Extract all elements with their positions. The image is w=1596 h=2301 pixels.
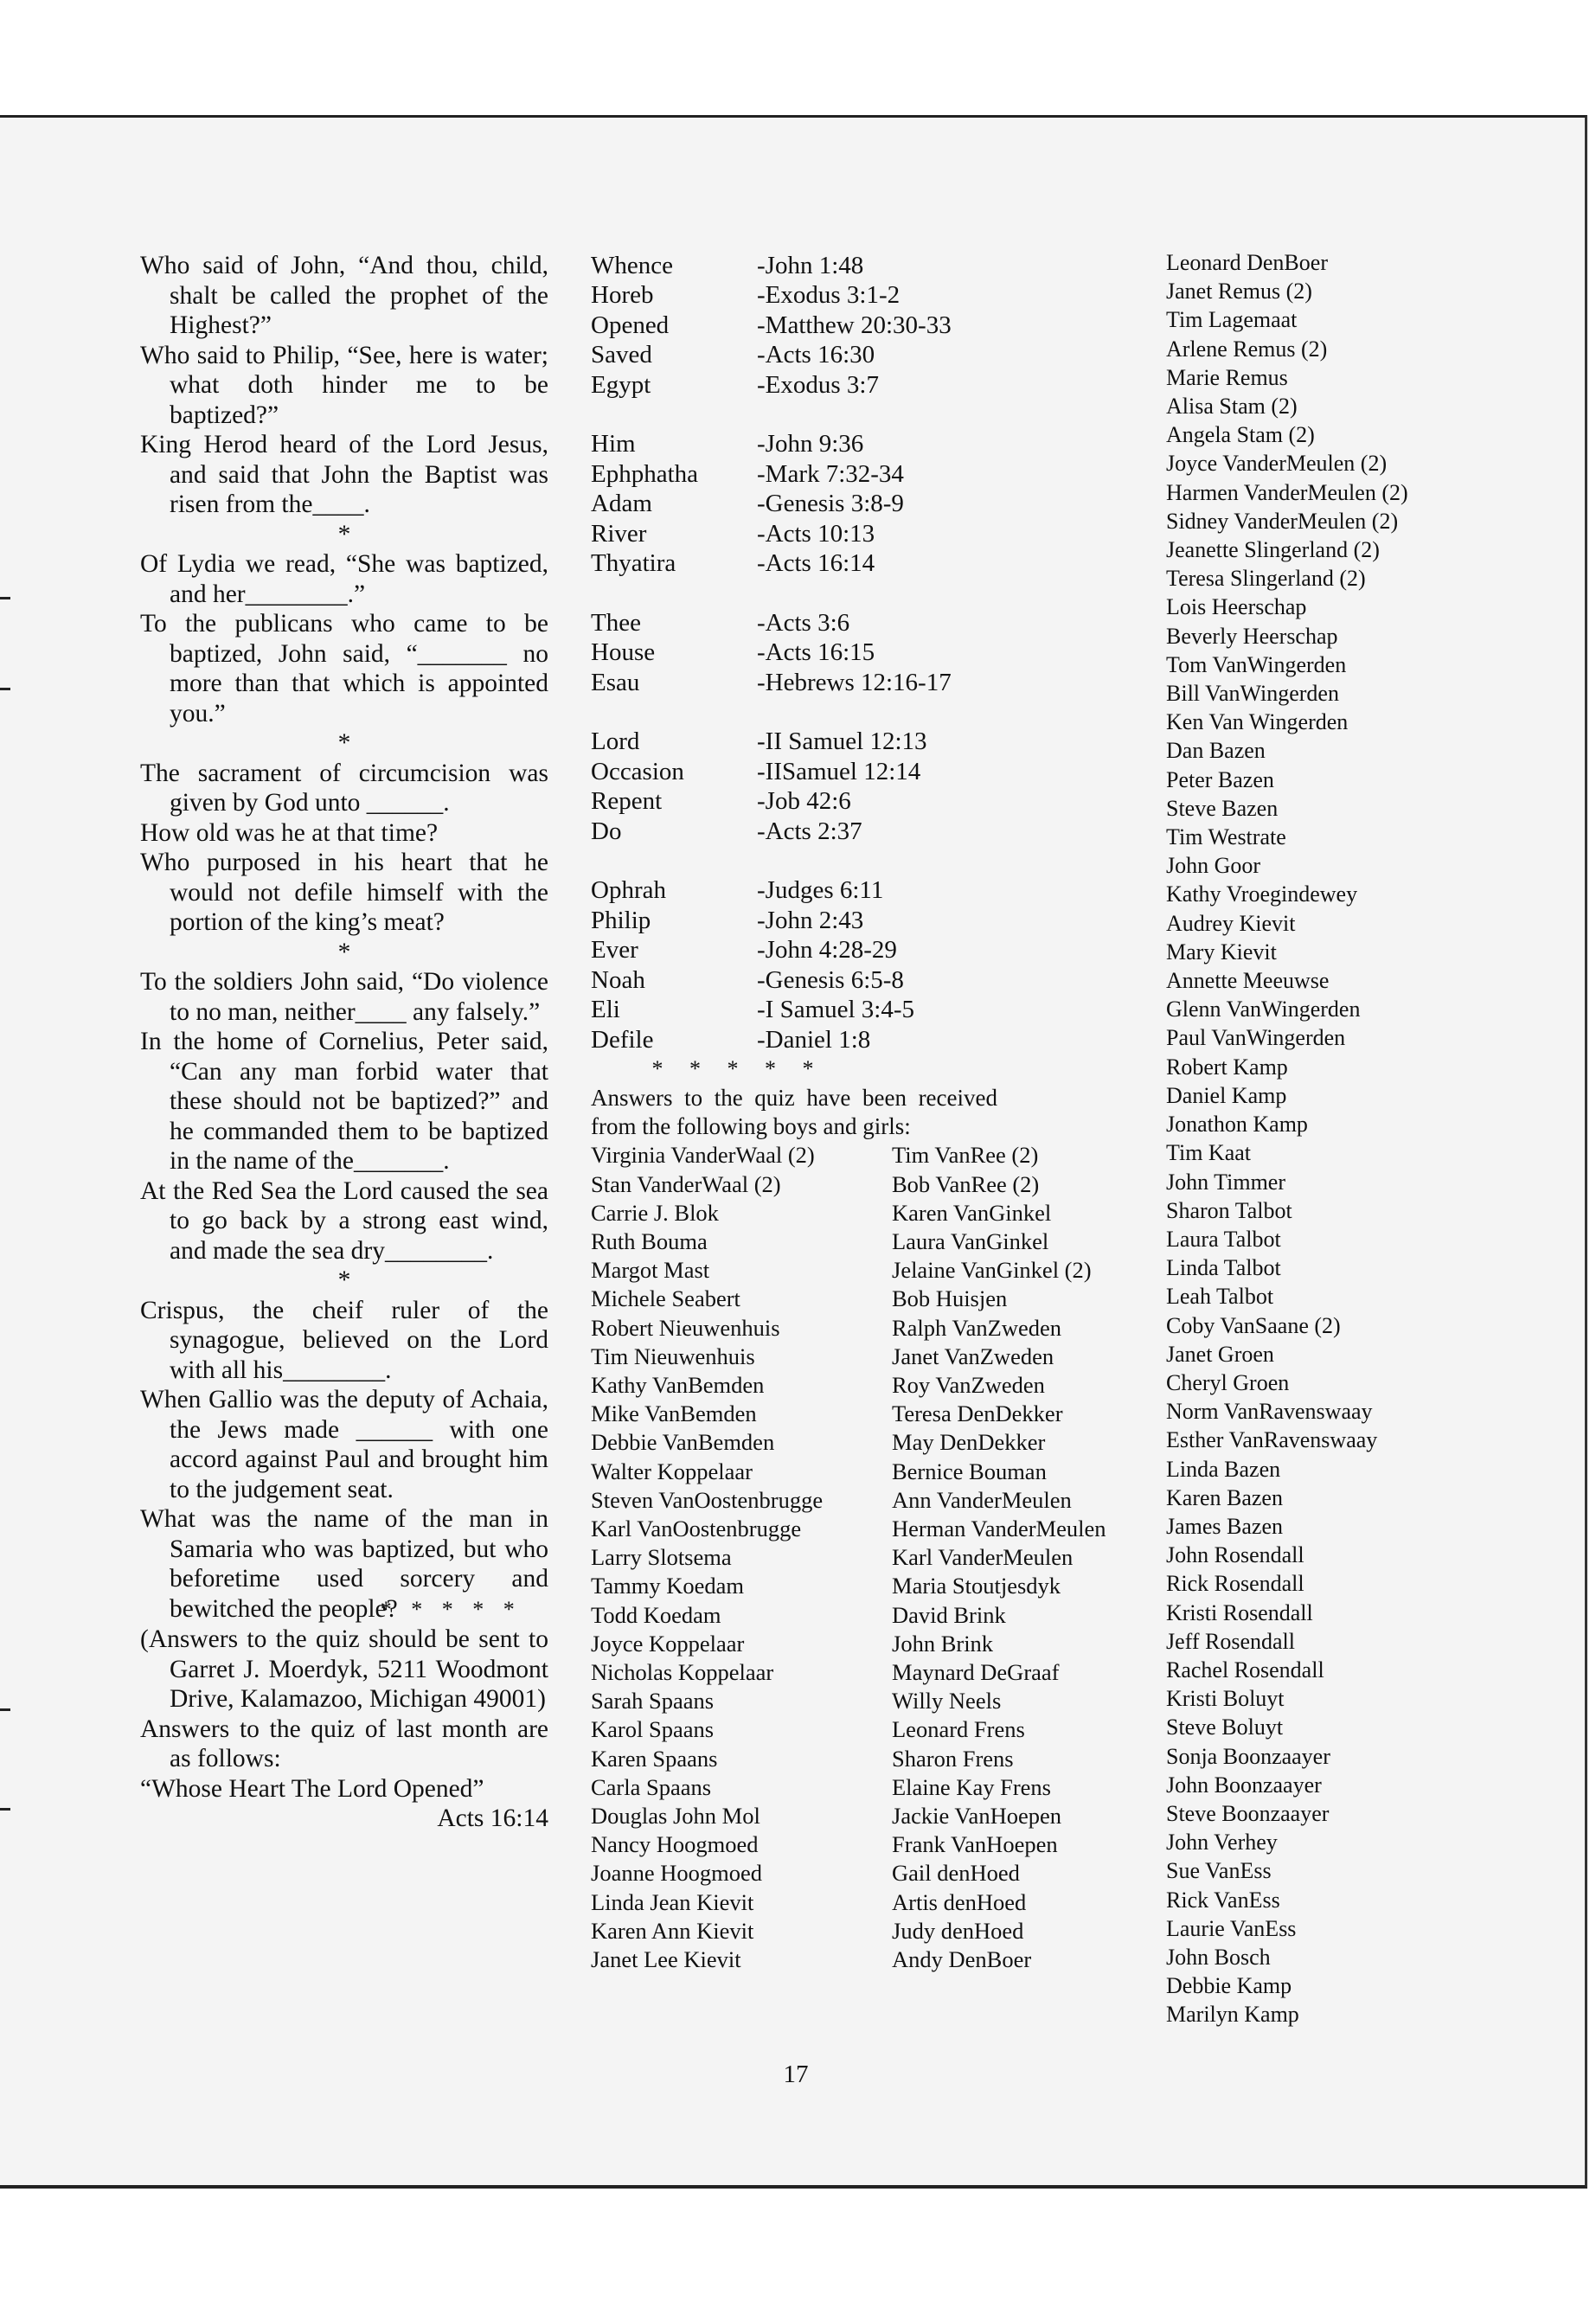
name-entry: Lois Heerschap <box>1166 594 1307 620</box>
answer-reference: -II Samuel 12:13 <box>757 727 927 756</box>
name-entry: May DenDekker <box>892 1429 1046 1456</box>
name-entry: Tammy Koedam <box>591 1573 744 1599</box>
answer-row <box>591 757 1153 786</box>
name-entry: Linda Jean Kievit <box>591 1888 754 1915</box>
answer-word: River <box>591 519 647 548</box>
answer-word: Repent <box>591 787 663 816</box>
name-entry: Janet Lee Kievit <box>591 1946 741 1972</box>
name-entry: Marie Remus <box>1166 364 1288 390</box>
quiz-question <box>140 1504 548 1625</box>
name-entry: Beverly Heerschap <box>1166 623 1338 649</box>
edge-mark <box>0 1708 10 1711</box>
name-entry: Bernice Bouman <box>892 1458 1047 1484</box>
answer-reference: -Job 42:6 <box>757 787 851 816</box>
name-entry: Judy denHoed <box>892 1917 1024 1944</box>
question-text: In the home of Cornelius, Peter said, “Can any man forbid water that these should not be baptized?” and he commanded them to be baptized in the name of the_______. <box>140 1028 548 1175</box>
answer-row <box>591 906 1153 935</box>
answer-row <box>591 311 1153 340</box>
name-entry: Tim Westrate <box>1166 824 1286 850</box>
name-entry: John Rosendall <box>1166 1542 1304 1568</box>
answer-reference: -Acts 16:14 <box>757 549 875 578</box>
name-entry: Margot Mast <box>591 1257 710 1284</box>
answer-word: Ophrah <box>591 876 666 905</box>
answer-row <box>591 995 1153 1024</box>
name-entry: Karen Spaans <box>591 1745 718 1772</box>
quiz-question <box>140 549 548 609</box>
answer-reference: -Genesis 6:5-8 <box>757 965 904 994</box>
name-entry: Carrie J. Blok <box>591 1199 719 1226</box>
name-entry: Joanne Hoogmoed <box>591 1860 762 1887</box>
name-entry: Ken Van Wingerden <box>1166 709 1349 735</box>
quiz-question <box>140 609 548 728</box>
name-entry: Janet Remus (2) <box>1166 279 1312 304</box>
question-text: At the Red Sea the Lord caused the sea to go back by a strong east wind, and made the sea dry________. <box>140 1176 548 1265</box>
name-entry: Joyce Koppelaar <box>591 1630 745 1657</box>
answer-row <box>591 459 1153 489</box>
name-entry: Tim VanRee (2) <box>892 1142 1039 1169</box>
answer-word: Him <box>591 430 636 458</box>
answer-word: Thee <box>591 608 641 637</box>
edge-mark <box>0 688 10 690</box>
quiz-question <box>140 1385 548 1504</box>
name-entry: Maynard DeGraaf <box>892 1658 1060 1685</box>
name-entry: Coby VanSaane (2) <box>1166 1312 1341 1338</box>
name-entry: Karen Bazen <box>1166 1484 1283 1510</box>
quiz-question <box>140 818 548 849</box>
name-entry: Peter Bazen <box>1166 766 1274 792</box>
name-entry: Audrey Kievit <box>1166 910 1296 936</box>
name-entry: Norm VanRavenswaay <box>1166 1399 1373 1425</box>
name-entry: Kathy VanBemden <box>591 1371 765 1398</box>
name-entry: Annette Meeuwse <box>1166 968 1330 994</box>
question-text: King Herod heard of the Lord Jesus, and said that John the Baptist was risen from the____. <box>140 431 548 518</box>
name-entry: Teresa Slingerland (2) <box>1166 566 1366 592</box>
last-month-answers <box>591 251 1153 1054</box>
name-entry: Sonja Boonzaayer <box>1166 1743 1330 1769</box>
question-text: To the publicans who came to be baptized, John said, “_______ no more than that which is appointed you.” <box>140 610 548 727</box>
answer-row <box>591 340 1153 369</box>
name-entry: Herman VanderMeulen <box>892 1515 1106 1541</box>
quiz-question <box>140 430 548 520</box>
name-entry: Steve Bazen <box>1166 795 1279 821</box>
group-gap <box>591 400 1153 429</box>
answer-reference: -Acts 10:13 <box>757 519 875 548</box>
answer-reference: -I Samuel 3:4-5 <box>757 996 915 1024</box>
name-entry: David Brink <box>892 1601 1006 1628</box>
answer-row <box>591 608 1153 638</box>
name-entry: Esther VanRavenswaay <box>1166 1427 1378 1453</box>
name-entry: Tim Nieuwenhuis <box>591 1343 755 1369</box>
answer-row <box>591 251 1153 280</box>
stars-divider: * * * * * <box>651 1055 824 1081</box>
answer-reference: -Daniel 1:8 <box>757 1025 871 1054</box>
answer-word: Ever <box>591 936 638 965</box>
name-entry: Sarah Spaans <box>591 1688 715 1715</box>
name-entry: Rick Rosendall <box>1166 1571 1304 1597</box>
answer-reference: -Exodus 3:7 <box>757 370 879 399</box>
name-entry: Steve Boluyt <box>1166 1715 1284 1740</box>
question-text: The sacrament of circumcision was given by God unto ______. <box>140 759 548 817</box>
answer-word: Ephphatha <box>591 459 699 488</box>
name-entry: John Timmer <box>1166 1169 1285 1195</box>
name-entry: Robert Nieuwenhuis <box>591 1314 780 1341</box>
name-entry: Karen Ann Kievit <box>591 1917 754 1944</box>
answer-reference: -John 1:48 <box>757 252 864 279</box>
answer-word: Saved <box>591 341 652 369</box>
quiz-question <box>140 1176 548 1266</box>
answer-word: Thyatira <box>591 549 676 578</box>
answer-reference: -Mark 7:32-34 <box>757 459 904 488</box>
name-entry: Angela Stam (2) <box>1166 422 1315 448</box>
quiz-question <box>140 1296 548 1386</box>
name-entry: Steve Boonzaayer <box>1166 1800 1330 1826</box>
quiz-question <box>140 759 548 818</box>
name-entry: Karen VanGinkel <box>892 1199 1052 1226</box>
name-entry: Ralph VanZweden <box>892 1314 1062 1341</box>
question-text: Who said to Philip, “See, here is water; what doth hinder me to be baptized?” <box>140 341 548 429</box>
name-entry: Mike VanBemden <box>591 1400 757 1427</box>
answer-row <box>591 727 1153 756</box>
answer-row <box>591 489 1153 518</box>
answer-word: Egypt <box>591 370 651 399</box>
edge-mark <box>0 597 10 599</box>
answer-word: Noah <box>591 965 645 994</box>
question-text: Who said of John, “And thou, child, shalt be called the prophet of the Highest?” <box>140 252 548 339</box>
name-entry: Artis denHoed <box>892 1888 1027 1915</box>
name-entry: Alisa Stam (2) <box>1166 394 1298 420</box>
group-gap <box>591 697 1153 727</box>
name-entry: John Brink <box>892 1630 994 1657</box>
answer-word: Philip <box>591 906 651 934</box>
last-month-label: Answers to the quiz of last month are as follows: <box>140 1715 548 1772</box>
answer-row <box>591 429 1153 458</box>
names-list-c <box>1166 248 1564 2029</box>
name-entry: Sue VanEss <box>1166 1858 1272 1884</box>
answer-reference: -Acts 2:37 <box>757 817 862 845</box>
answer-word: Adam <box>591 490 652 518</box>
answer-reference: -Acts 3:6 <box>757 608 850 637</box>
last-month-title: “Whose Heart The Lord Opened” <box>140 1774 484 1803</box>
name-entry: Joyce VanderMeulen (2) <box>1166 451 1388 477</box>
name-entry: Jelaine VanGinkel (2) <box>892 1257 1092 1284</box>
answer-row <box>591 875 1153 905</box>
name-entry: Jeff Rosendall <box>1166 1628 1295 1654</box>
answer-word: Lord <box>591 727 640 756</box>
quiz-question <box>140 848 548 938</box>
name-entry: Arlene Remus (2) <box>1166 336 1328 362</box>
questions-list <box>140 251 548 1625</box>
quiz-questions-column <box>140 251 548 1834</box>
name-entry: Rachel Rosendall <box>1166 1657 1324 1682</box>
name-entry: Laura VanGinkel <box>892 1227 1049 1254</box>
name-entry: Laurie VanEss <box>1166 1915 1297 1941</box>
answer-reference: -Acts 16:15 <box>757 638 875 667</box>
answer-word: Occasion <box>591 757 684 785</box>
name-entry: Leah Talbot <box>1166 1284 1274 1310</box>
name-entry: Kathy Vroegindewey <box>1166 881 1358 907</box>
name-entry: Steven VanOostenbrugge <box>591 1486 824 1513</box>
name-entry: Karol Spaans <box>591 1716 715 1743</box>
name-entry: John Goor <box>1166 853 1261 879</box>
names-grid <box>591 1141 1153 1974</box>
name-entry: Douglas John Mol <box>591 1802 760 1829</box>
name-entry: Jonathon Kamp <box>1166 1112 1308 1138</box>
name-entry: Sharon Frens <box>892 1745 1014 1772</box>
quiz-question <box>140 251 548 341</box>
name-entry: Glenn VanWingerden <box>1166 997 1361 1022</box>
name-entry: Bob VanRee (2) <box>892 1170 1040 1197</box>
answers-column <box>591 251 1153 1974</box>
group-gap <box>591 578 1153 607</box>
name-entry: Bill VanWingerden <box>1166 681 1339 707</box>
name-entry: Mary Kievit <box>1166 939 1277 965</box>
answer-row <box>591 965 1153 995</box>
star-divider: * <box>337 520 351 548</box>
name-entry: Sidney VanderMeulen (2) <box>1166 508 1399 534</box>
answer-word: Defile <box>591 1025 654 1054</box>
answer-reference: -John 9:36 <box>757 430 864 458</box>
name-entry: Marilyn Kamp <box>1166 2002 1299 2028</box>
name-entry: Ruth Bouma <box>591 1227 708 1254</box>
received-intro: Answers to the quiz have been received from the following boys and girls: <box>591 1085 997 1140</box>
name-entry: Nicholas Koppelaar <box>591 1658 774 1685</box>
answers-note: (Answers to the quiz should be sent to Garret J. Moerdyk, 5211 Woodmont Drive, Kalamazoo, Michigan 49001) <box>140 1625 548 1713</box>
answer-reference: -Acts 16:30 <box>757 341 875 369</box>
quiz-question <box>140 967 548 1027</box>
name-entry: Virginia VanderWaal (2) <box>591 1142 815 1169</box>
name-entry: Stan VanderWaal (2) <box>591 1170 781 1197</box>
name-entry: Daniel Kamp <box>1166 1082 1287 1108</box>
answer-word: Horeb <box>591 281 654 310</box>
question-text: When Gallio was the deputy of Achaia, the Jews made ______ with one accord against Paul and brought him to the judgement seat. <box>140 1386 548 1503</box>
answer-word: Do <box>591 817 622 845</box>
name-entry: Andy DenBoer <box>892 1946 1032 1972</box>
name-entry: Karl VanderMeulen <box>892 1544 1074 1571</box>
star-divider: * <box>337 938 351 966</box>
name-entry: John Boonzaayer <box>1166 1772 1322 1798</box>
name-entry: James Bazen <box>1166 1513 1284 1539</box>
name-entry: Harmen VanderMeulen (2) <box>1166 479 1408 505</box>
star-divider: * <box>337 1266 351 1294</box>
last-month-reference: Acts 16:14 <box>437 1804 548 1832</box>
answer-row <box>591 817 1153 846</box>
quiz-question <box>140 341 548 431</box>
name-entry: Ann VanderMeulen <box>892 1486 1072 1513</box>
name-entry: Linda Talbot <box>1166 1255 1281 1281</box>
answer-row <box>591 668 1153 697</box>
question-text: What was the name of the man in Samaria who was baptized, but who beforetime used sorcery and bewitched the people? <box>140 1505 548 1623</box>
answer-row <box>591 370 1153 400</box>
answer-word: Opened <box>591 311 670 339</box>
name-entry: Kristi Rosendall <box>1166 1599 1313 1625</box>
answer-word: Esau <box>591 668 640 696</box>
answer-reference: -Exodus 3:1-2 <box>757 281 901 310</box>
group-gap <box>591 846 1153 875</box>
name-entry: Teresa DenDekker <box>892 1400 1063 1427</box>
question-text: Who purposed in his heart that he would not defile himself with the portion of the king’s meat? <box>140 849 548 936</box>
name-entry: Debbie VanBemden <box>591 1429 775 1456</box>
answer-word: House <box>591 638 656 667</box>
name-entry: Gail denHoed <box>892 1860 1020 1887</box>
name-entry: Frank VanHoepen <box>892 1831 1058 1858</box>
answer-row <box>591 548 1153 578</box>
edge-mark <box>0 1808 10 1811</box>
answer-row <box>591 935 1153 965</box>
name-entry: Tim Kaat <box>1166 1140 1251 1166</box>
name-entry: Willy Neels <box>892 1688 1002 1715</box>
name-entry: Karl VanOostenbrugge <box>591 1515 802 1541</box>
answer-row <box>591 519 1153 548</box>
name-entry: Jeanette Slingerland (2) <box>1166 537 1380 563</box>
name-entry: Paul VanWingerden <box>1166 1025 1346 1051</box>
name-entry: Todd Koedam <box>591 1601 721 1628</box>
name-entry: John Bosch <box>1166 1944 1271 1970</box>
answer-row <box>591 638 1153 667</box>
name-entry: Walter Koppelaar <box>591 1458 753 1484</box>
answer-word: Eli <box>591 996 620 1024</box>
name-entry: Larry Slotsema <box>591 1544 732 1571</box>
answer-row <box>591 786 1153 816</box>
name-entry: Sharon Talbot <box>1166 1197 1292 1223</box>
name-entry: Jackie VanHoepen <box>892 1802 1061 1829</box>
answer-word: Whence <box>591 252 673 279</box>
name-entry: Carla Spaans <box>591 1773 712 1800</box>
answer-reference: -John 4:28-29 <box>757 936 897 965</box>
answer-row <box>591 1025 1153 1054</box>
question-text: How old was he at that time? <box>140 818 439 847</box>
name-entry: Tom VanWingerden <box>1166 651 1347 677</box>
name-entry: Rick VanEss <box>1166 1887 1280 1913</box>
name-entry: Janet Groen <box>1166 1341 1274 1367</box>
quiz-question <box>140 1027 548 1176</box>
name-entry: Maria Stoutjesdyk <box>892 1573 1061 1599</box>
answer-reference: -Hebrews 12:16-17 <box>757 668 952 696</box>
name-entry: Cheryl Groen <box>1166 1369 1290 1395</box>
name-entry: Linda Bazen <box>1166 1456 1281 1482</box>
answer-reference: -Matthew 20:30-33 <box>757 311 952 339</box>
answer-reference: -John 2:43 <box>757 906 864 934</box>
name-entry: Laura Talbot <box>1166 1226 1281 1252</box>
name-entry: Debbie Kamp <box>1166 1973 1292 1999</box>
page-number: 17 <box>783 2061 809 2088</box>
name-entry: Robert Kamp <box>1166 1054 1288 1080</box>
answer-reference: -Genesis 3:8-9 <box>757 490 904 518</box>
name-entry: Leonard Frens <box>892 1716 1025 1743</box>
name-entry: Roy VanZweden <box>892 1371 1045 1398</box>
question-text: Crispus, the cheif ruler of the synagogue, believed on the Lord with all his________. <box>140 1296 548 1384</box>
answer-reference: -IISamuel 12:14 <box>757 757 921 785</box>
name-entry: Janet VanZweden <box>892 1343 1054 1369</box>
name-entry: Leonard DenBoer <box>1166 250 1328 275</box>
name-entry: Dan Bazen <box>1166 738 1266 764</box>
name-entry: Bob Huisjen <box>892 1285 1008 1312</box>
question-text: To the soldiers John said, “Do violence to no man, neither____ any falsely.” <box>140 968 548 1026</box>
answer-reference: -Judges 6:11 <box>757 876 884 905</box>
star-divider: * <box>337 729 351 757</box>
name-entry: Nancy Hoogmoed <box>591 1831 759 1858</box>
name-entry: John Verhey <box>1166 1830 1278 1856</box>
question-text: Of Lydia we read, “She was baptized, and her________.” <box>140 550 548 608</box>
name-entry: Michele Seabert <box>591 1285 740 1312</box>
name-entry: Tim Lagemaat <box>1166 307 1298 333</box>
name-entry: Elaine Kay Frens <box>892 1773 1051 1800</box>
answer-row <box>591 280 1153 310</box>
stars-divider: * * * * * <box>380 1596 522 1622</box>
names-list-a <box>591 1141 892 1974</box>
name-entry: Kristi Boluyt <box>1166 1686 1285 1712</box>
names-list-b <box>892 1141 1153 1974</box>
